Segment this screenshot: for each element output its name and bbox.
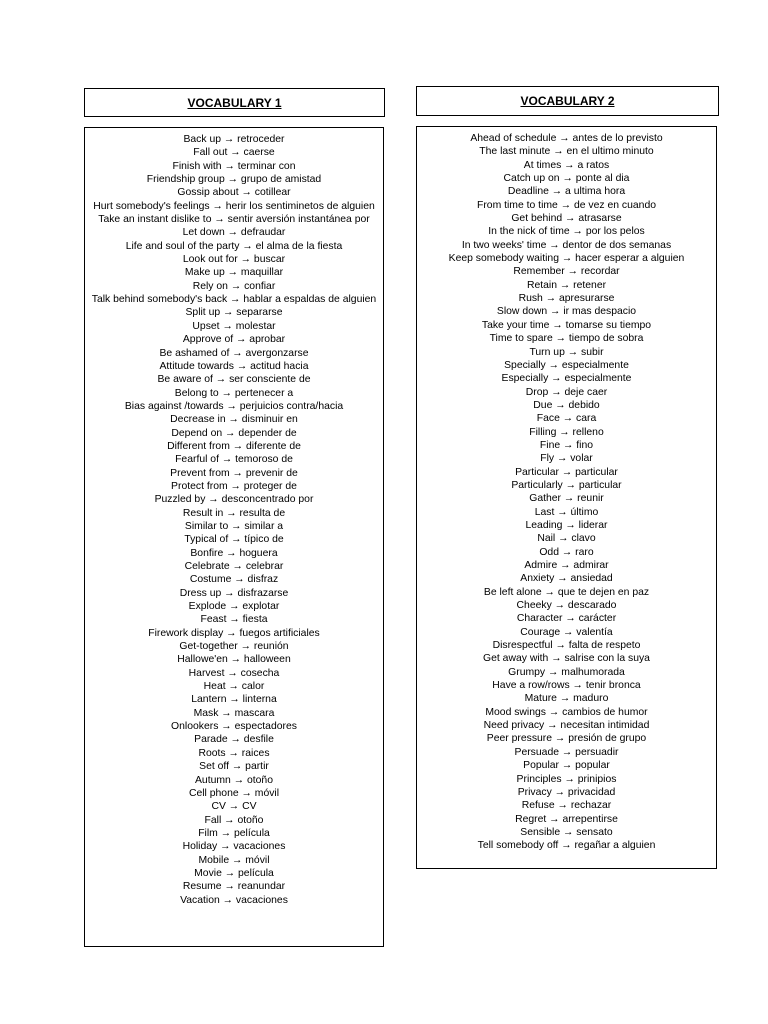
vocabulary-entry: Typical of → típico de xyxy=(184,534,284,546)
vocabulary-entry: Let down → defraudar xyxy=(182,227,286,239)
vocabulary-entry: Set off → partir xyxy=(199,761,269,773)
vocabulary-entry: Slow down → ir mas despacio xyxy=(496,306,637,318)
vocabulary-entry: Tell somebody off → regañar a alguien xyxy=(477,840,656,852)
vocabulary-entry: Deadline → a ultima hora xyxy=(507,186,626,198)
vocabulary-2-list-box xyxy=(416,126,717,869)
vocabulary-entry: Remember → recordar xyxy=(513,266,620,278)
vocabulary-entry: Fall out → caerse xyxy=(193,147,275,159)
vocabulary-entry: Costume → disfraz xyxy=(189,574,279,586)
vocabulary-entry: Time to spare → tiempo de sobra xyxy=(489,333,644,345)
vocabulary-entry: Be ashamed of → avergonzarse xyxy=(159,347,309,359)
vocabulary-entry: Character → carácter xyxy=(516,613,617,625)
vocabulary-entry: Hallowe'en → halloween xyxy=(177,654,291,666)
vocabulary-entry: Get away with → salrise con la suya xyxy=(483,653,650,665)
vocabulary-entry: Sensible → sensato xyxy=(520,826,613,838)
vocabulary-entry: Make up → maquillar xyxy=(184,267,284,279)
vocabulary-entry: Catch up on → ponte al dia xyxy=(503,173,630,185)
vocabulary-entry: Split up → separarse xyxy=(185,307,283,319)
vocabulary-entry: Explode → explotar xyxy=(188,601,280,613)
vocabulary-entry: Cell phone → móvil xyxy=(188,787,280,799)
vocabulary-entry: Mature → maduro xyxy=(524,693,609,705)
vocabulary-entry: Gossip about → cotillear xyxy=(177,187,291,199)
vocabulary-entry: Nail → clavo xyxy=(537,533,596,545)
vocabulary-2-title: VOCABULARY 2 xyxy=(416,86,719,116)
vocabulary-entry: Heat → calor xyxy=(203,681,265,693)
vocabulary-entry: Feast → fiesta xyxy=(200,614,268,626)
vocabulary-1-title: VOCABULARY 1 xyxy=(84,88,385,117)
vocabulary-entry: Retain → retener xyxy=(526,279,607,291)
vocabulary-entry: Roots → raices xyxy=(198,747,270,759)
vocabulary-entry: Mobile → móvil xyxy=(198,854,270,866)
vocabulary-entry: Regret → arrepentirse xyxy=(515,813,618,825)
vocabulary-entry: Autumn → otoño xyxy=(195,774,273,786)
vocabulary-entry: Fearful of → temoroso de xyxy=(175,454,293,466)
vocabulary-2-list xyxy=(417,132,716,853)
vocabulary-entry: Peer pressure → presión de grupo xyxy=(486,733,647,745)
vocabulary-entry: Principles → prinipios xyxy=(516,773,617,785)
vocabulary-entry: Be aware of → ser consciente de xyxy=(157,374,311,386)
vocabulary-entry: Hurt somebody's feelings → herir los sentiminetos de alguien xyxy=(93,200,375,212)
vocabulary-entry: Result in → resulta de xyxy=(182,507,286,519)
vocabulary-entry: Harvest → cosecha xyxy=(188,667,280,679)
vocabulary-entry: Mask → mascara xyxy=(193,707,275,719)
vocabulary-entry: Lantern → linterna xyxy=(191,694,277,706)
vocabulary-entry: Bonfire → hoguera xyxy=(190,547,278,559)
vocabulary-entry: Particular → particular xyxy=(515,466,618,478)
vocabulary-entry: Protect from → proteger de xyxy=(171,480,297,492)
vocabulary-entry: Fly → volar xyxy=(540,453,593,465)
vocabulary-entry: Rely on → confiar xyxy=(192,280,276,292)
vocabulary-entry: Upset → molestar xyxy=(192,320,276,332)
vocabulary-1-list xyxy=(85,133,383,907)
vocabulary-entry: From time to time → de vez en cuando xyxy=(476,199,657,211)
vocabulary-entry: Take your time → tomarse su tiempo xyxy=(481,319,652,331)
vocabulary-entry: Talk behind somebody's back → hablar a espaldas de alguien xyxy=(91,294,377,306)
vocabulary-entry: Fall → otoño xyxy=(204,814,264,826)
vocabulary-entry: Ahead of schedule → antes de lo previsto xyxy=(470,133,663,144)
vocabulary-entry: Keep somebody waiting → hacer esperar a alguien xyxy=(448,253,685,265)
vocabulary-entry: Finish with → terminar con xyxy=(172,160,296,172)
vocabulary-entry: Vacation → vacaciones xyxy=(180,894,288,906)
vocabulary-entry: Back up → retroceder xyxy=(183,134,285,145)
vocabulary-entry: Look out for → buscar xyxy=(182,254,286,266)
vocabulary-entry: Popular → popular xyxy=(523,760,610,772)
vocabulary-entry: Bias against /towards → perjuicios contra/hacia xyxy=(124,400,344,412)
vocabulary-entry: Grumpy → malhumorada xyxy=(508,666,625,678)
vocabulary-entry: In the nick of time → por los pelos xyxy=(488,226,645,238)
vocabulary-entry: Face → cara xyxy=(536,413,597,425)
vocabulary-entry: Especially → especialmente xyxy=(501,373,632,385)
vocabulary-entry: The last minute → en el ultimo minuto xyxy=(479,146,654,158)
vocabulary-entry: Last → último xyxy=(534,506,599,518)
vocabulary-1-list-box xyxy=(84,127,384,947)
vocabulary-entry: Filling → relleno xyxy=(529,426,604,438)
vocabulary-entry: Need privacy → necesitan intimidad xyxy=(483,720,650,732)
vocabulary-entry: Movie → película xyxy=(194,867,274,879)
vocabulary-entry: Disrespectful → falta de respeto xyxy=(492,640,641,652)
vocabulary-entry: Leading → liderar xyxy=(525,519,608,531)
vocabulary-entry: Drop → deje caer xyxy=(525,386,608,398)
vocabulary-entry: Odd → raro xyxy=(539,546,594,558)
vocabulary-entry: Rush → apresurarse xyxy=(518,293,615,305)
vocabulary-entry: Similar to → similar a xyxy=(184,520,284,532)
vocabulary-entry: Parade → desfile xyxy=(194,734,274,746)
vocabulary-entry: Anxiety → ansiedad xyxy=(520,573,613,585)
vocabulary-entry: Friendship group → grupo de amistad xyxy=(146,174,322,186)
vocabulary-entry: Holiday → vacaciones xyxy=(182,841,286,853)
vocabulary-entry: Persuade → persuadir xyxy=(514,746,619,758)
vocabulary-entry: Dress up → disfrazarse xyxy=(179,587,289,599)
vocabulary-entry: Courage → valentía xyxy=(520,626,613,638)
vocabulary-entry: Life and soul of the party → el alma de la fiesta xyxy=(125,240,343,252)
vocabulary-entry: Get behind → atrasarse xyxy=(511,213,622,225)
vocabulary-entry: Have a row/rows → tenir bronca xyxy=(492,680,641,692)
vocabulary-entry: Puzzled by → desconcentrado por xyxy=(154,494,314,506)
vocabulary-entry: Fine → fino xyxy=(539,439,594,451)
vocabulary-entry: Turn up → subir xyxy=(529,346,604,358)
vocabulary-entry: In two weeks' time → dentor de dos semanas xyxy=(461,239,672,251)
vocabulary-entry: Refuse → rechazar xyxy=(521,800,612,812)
vocabulary-entry: Due → debido xyxy=(533,399,600,411)
vocabulary-entry: Take an instant dislike to → sentir aversión instantánea por xyxy=(98,214,370,226)
vocabulary-entry: Celebrate → celebrar xyxy=(184,561,284,572)
vocabulary-entry: Different from → diferente de xyxy=(167,440,301,452)
vocabulary-entry: Onlookers → espectadores xyxy=(171,721,297,733)
vocabulary-entry: Privacy → privacidad xyxy=(517,786,616,798)
vocabulary-entry: Particularly → particular xyxy=(511,479,622,491)
vocabulary-entry: Film → película xyxy=(198,827,270,839)
vocabulary-entry: At times → a ratos xyxy=(523,159,610,171)
vocabulary-entry: Decrease in → disminuir en xyxy=(170,414,298,426)
vocabulary-entry: Specially → especialmente xyxy=(504,359,629,371)
vocabulary-entry: Admire → admirar xyxy=(524,560,609,571)
vocabulary-entry: Get-together → reunión xyxy=(179,641,289,653)
vocabulary-entry: Prevent from → prevenir de xyxy=(170,467,298,479)
vocabulary-entry: Resume → reanundar xyxy=(182,881,286,893)
vocabulary-entry: Approve of → aprobar xyxy=(182,334,286,346)
vocabulary-entry: Mood swings → cambios de humor xyxy=(485,706,648,718)
vocabulary-entry: Attitude towards → actitud hacia xyxy=(159,360,309,372)
vocabulary-entry: Cheeky → descarado xyxy=(516,600,617,612)
vocabulary-entry: CV → CV xyxy=(211,801,257,813)
vocabulary-entry: Be left alone → que te dejen en paz xyxy=(483,586,650,598)
vocabulary-entry: Gather → reunir xyxy=(529,493,604,505)
vocabulary-entry: Belong to → pertenecer a xyxy=(174,387,294,399)
vocabulary-entry: Firework display → fuegos artificiales xyxy=(148,627,320,639)
vocabulary-entry: Depend on → depender de xyxy=(171,427,297,439)
